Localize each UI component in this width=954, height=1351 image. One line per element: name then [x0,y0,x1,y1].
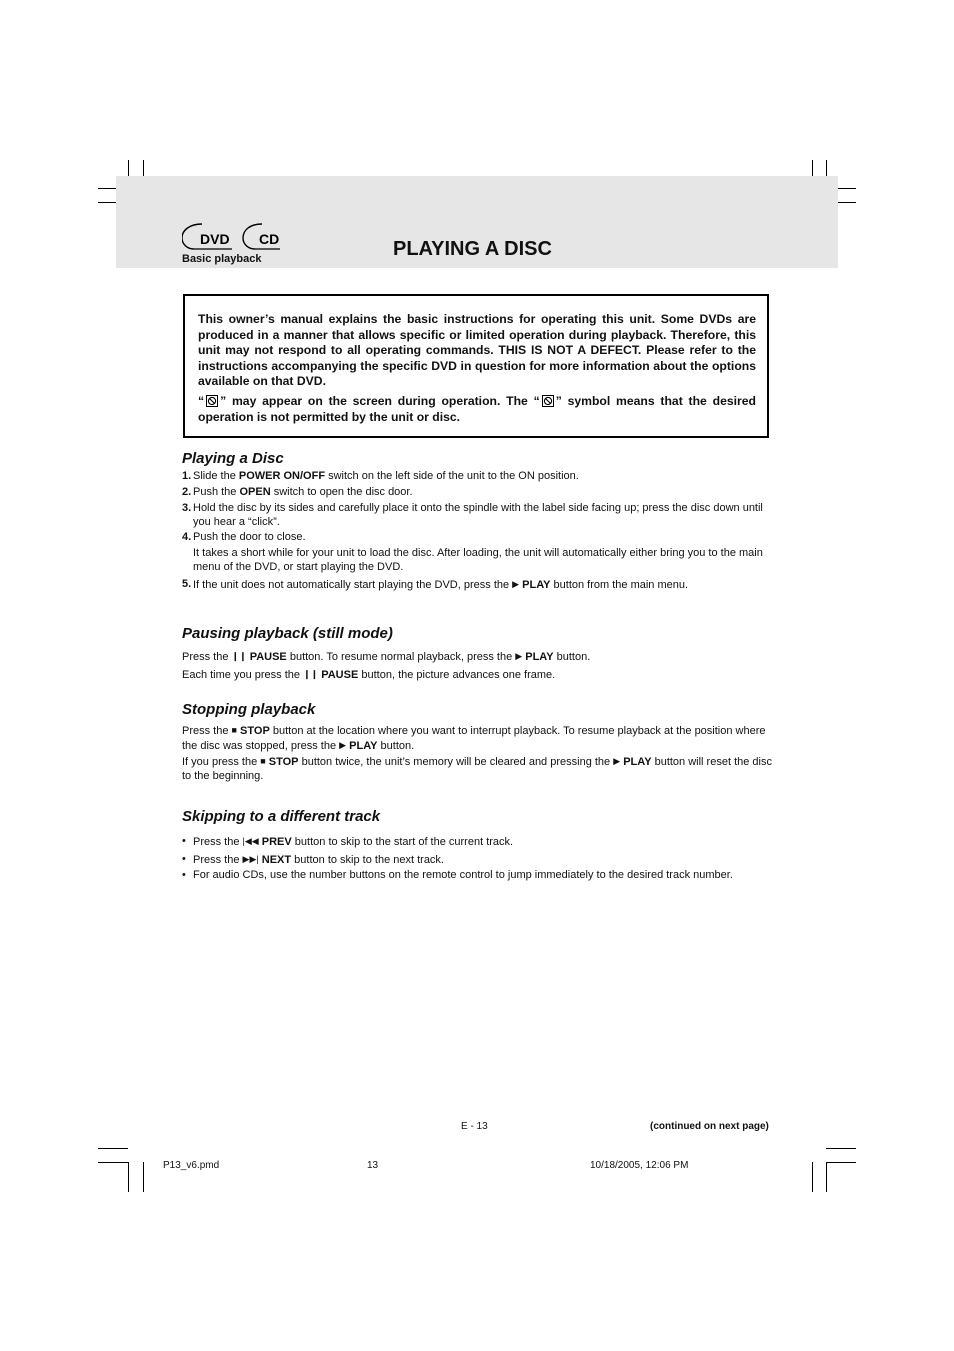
stop-icon: ■ [231,725,237,735]
dvd-logo-label: DVD [200,231,230,247]
page-number: E - 13 [461,1121,488,1132]
timestamp: 10/18/2005, 12:06 PM [590,1160,689,1171]
step-note: It takes a short while for your unit to load the disc. After loading, the unit will automatically either bring you to the main menu of the DVD, or start playing the DVD. [193,547,763,573]
crop-mark [826,1162,827,1192]
section-heading-playing: Playing a Disc [182,450,284,467]
next-icon: ▶▶| [242,854,259,864]
cd-logo-label: CD [259,231,280,247]
play-icon: ▶ [339,740,347,750]
crop-mark [826,1148,856,1149]
section-heading-skipping: Skipping to a different track [182,808,381,825]
page-title: PLAYING A DISC [393,238,552,260]
notice-symbol-paragraph: “ ” may appear on the screen during operation. The “ ” symbol means that the desired operation is not permitted by the unit or disc. [198,394,756,424]
section-label: Basic playback [182,253,262,265]
section-heading-pausing: Pausing playback (still mode) [182,625,393,642]
continued-note: (continued on next page) [650,1121,769,1132]
file-page: 13 [367,1160,379,1171]
crop-mark [826,1162,856,1163]
step-item: 2. Push the OPEN switch to open the disc door. [182,486,413,498]
pause-icon: ❙❙ [303,669,319,679]
step-item: 3. Hold the disc by its sides and carefully place it onto the spindle with the label side facing up; press the disc down until you hear a “click”. [182,502,763,528]
play-icon: ▶ [512,579,520,589]
crop-mark [98,1148,128,1149]
prev-icon: |◀◀ [242,836,259,846]
list-item: • For audio CDs, use the number buttons on the remote control to jump immediately to the desired track number. [182,869,733,881]
stopping-paragraph: Press the ■ STOP button at the location where you want to interrupt playback. To resume playback at the position where the disc was stopped, press the ▶ PLAY button. [182,725,766,752]
pause-icon: ❙❙ [231,651,247,661]
notice-box [183,294,769,438]
play-icon: ▶ [613,756,621,766]
file-name: P13_v6.pmd [163,1160,220,1171]
stop-icon: ■ [260,756,266,766]
notice-paragraph: This owner’s manual explains the basic instructions for operating this unit. Some DVDs are produced in a manner that allows specific or limited operation during playback. Therefore, this unit may not respond to all operating commands. THIS IS NOT A DEFECT. Please refer to the instructions accompanying the specific DVD in question for more information about the options available on that DVD. [198,312,756,388]
stopping-paragraph: If you press the ■ STOP button twice, the unit’s memory will be cleared and pressing the ▶ PLAY button will reset the disc to the beginning. [182,756,772,782]
list-item: • Press the |◀◀ PREV button to skip to the start of the current track. [182,835,514,848]
crop-mark [98,1162,128,1163]
crop-mark [143,1162,144,1192]
step-item: 4. Push the door to close. [182,531,306,543]
prohibited-icon [542,395,554,407]
step-item: 5. If the unit does not automatically start playing the DVD, press the ▶ PLAY button from the main menu. [182,578,689,591]
pausing-line: Each time you press the ❙❙ PAUSE button, the picture advances one frame. [182,669,556,681]
crop-mark [812,1162,813,1192]
list-item: • Press the ▶▶| NEXT button to skip to the next track. [182,853,444,866]
section-heading-stopping: Stopping playback [182,701,316,718]
disc-type-logos [182,222,302,252]
play-icon: ▶ [515,651,523,661]
step-item: 1. Slide the POWER ON/OFF switch on the left side of the unit to the ON position. [182,470,579,482]
pausing-line: Press the ❙❙ PAUSE button. To resume normal playback, press the ▶ PLAY button. [182,651,591,663]
crop-mark [128,1162,129,1192]
prohibited-icon [206,395,218,407]
